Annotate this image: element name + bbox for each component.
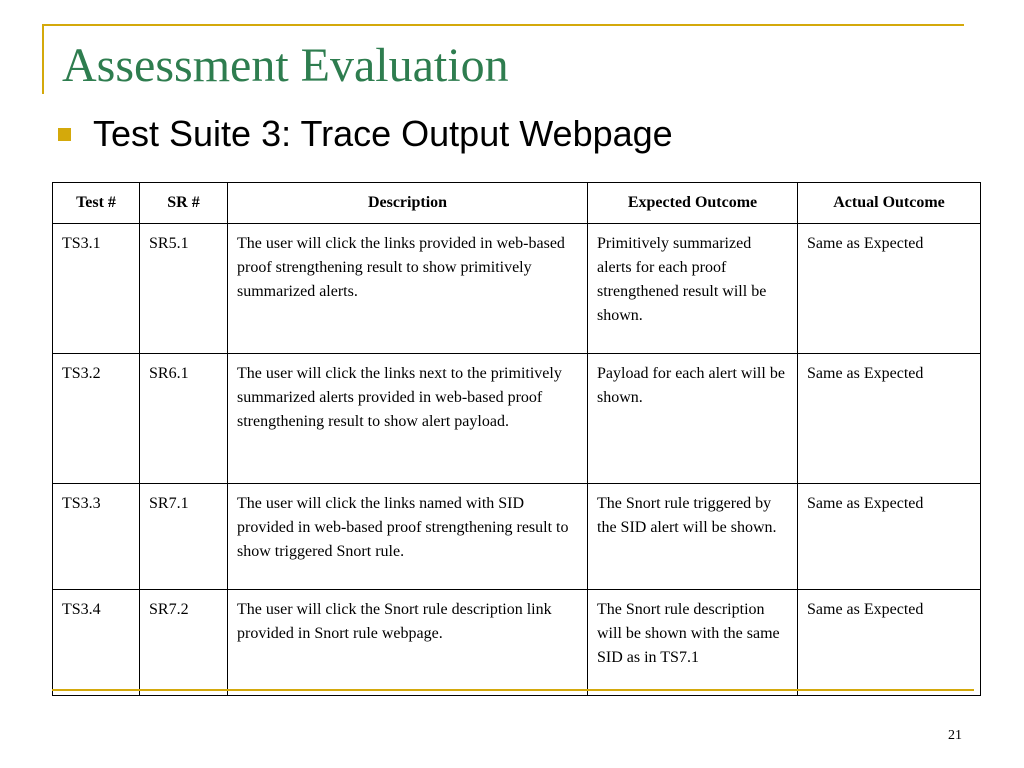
- cell-expected-outcome: Primitively summarized alerts for each proof strengthened result will be shown.: [588, 224, 798, 354]
- table-row: [53, 224, 981, 354]
- header-actual-outcome: Actual Outcome: [798, 183, 981, 224]
- cell-description: The user will click the links next to the primitively summarized alerts provided in web-based proof strengthening result to show alert payload.: [228, 354, 588, 484]
- cell-expected-outcome: Payload for each alert will be shown.: [588, 354, 798, 484]
- test-table-container: [52, 182, 980, 696]
- page-number: 21: [948, 728, 962, 743]
- cell-description: The user will click the Snort rule description link provided in Snort rule webpage.: [228, 590, 588, 696]
- cell-sr-number: SR7.2: [140, 590, 228, 696]
- bullet-text: Test Suite 3: Trace Output Webpage: [93, 113, 673, 154]
- header-description: Description: [228, 183, 588, 224]
- table-row: [53, 484, 981, 590]
- table-bottom-rule: [52, 689, 974, 691]
- cell-test-number: TS3.2: [53, 354, 140, 484]
- cell-sr-number: SR7.1: [140, 484, 228, 590]
- cell-actual-outcome: Same as Expected: [798, 484, 981, 590]
- cell-test-number: TS3.4: [53, 590, 140, 696]
- header-sr-number: SR #: [140, 183, 228, 224]
- cell-description: The user will click the links named with SID provided in web-based proof strengthening result to show triggered Snort rule.: [228, 484, 588, 590]
- cell-actual-outcome: Same as Expected: [798, 590, 981, 696]
- bullet-square-icon: [58, 128, 71, 141]
- header-test-number: Test #: [53, 183, 140, 224]
- cell-actual-outcome: Same as Expected: [798, 224, 981, 354]
- cell-description: The user will click the links provided in web-based proof strengthening result to show primitively summarized alerts.: [228, 224, 588, 354]
- table-row: [53, 590, 981, 696]
- bullet-item: [58, 110, 673, 158]
- cell-test-number: TS3.1: [53, 224, 140, 354]
- slide-title: Assessment Evaluation: [62, 39, 509, 92]
- cell-actual-outcome: Same as Expected: [798, 354, 981, 484]
- header-expected-outcome: Expected Outcome: [588, 183, 798, 224]
- cell-expected-outcome: The Snort rule triggered by the SID alert will be shown.: [588, 484, 798, 590]
- frame-top-rule: [42, 24, 964, 26]
- cell-test-number: TS3.3: [53, 484, 140, 590]
- test-table: [52, 182, 981, 696]
- cell-sr-number: SR6.1: [140, 354, 228, 484]
- table-row: [53, 354, 981, 484]
- table-header-row: [53, 183, 981, 224]
- cell-expected-outcome: The Snort rule description will be shown with the same SID as in TS7.1: [588, 590, 798, 696]
- cell-sr-number: SR5.1: [140, 224, 228, 354]
- frame-left-rule: [42, 24, 44, 94]
